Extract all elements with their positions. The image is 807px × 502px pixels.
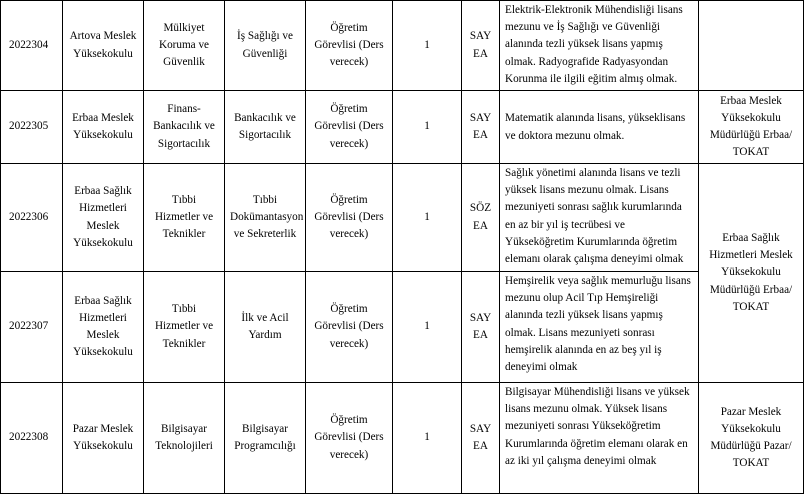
program-name: Bilgisayar Programcılığı [225, 383, 306, 494]
table-row [1, 383, 804, 494]
school-name: Pazar Meslek Yüksekokulu [63, 383, 144, 494]
position-count: 1 [393, 91, 462, 164]
position-title: Öğretim Görevlisi (Ders verecek) [306, 164, 393, 272]
program-name: İş Sağlığı ve Güvenliği [225, 1, 306, 91]
exam-type: SÖZ EA [462, 164, 500, 272]
table-row [1, 1, 804, 91]
school-name: Erbaa Sağlık Hizmetleri Meslek Yüksekokulu [63, 164, 144, 272]
position-count: 1 [393, 164, 462, 272]
application-address: Pazar Meslek Yüksekokulu Müdürlüğü Pazar/ TOKAT [699, 383, 804, 494]
department-name: Mülkiyet Koruma ve Güvenlik [144, 1, 225, 91]
position-count: 1 [393, 272, 462, 383]
exam-type: SAY EA [462, 91, 500, 164]
position-count: 1 [393, 1, 462, 91]
position-title: Öğretim Görevlisi (Ders verecek) [306, 383, 393, 494]
requirements: Hemşirelik veya sağlık memurluğu lisans mezunu olup Acil Tıp Hemşireliği alanında tezli yüksek lisans yapmış olmak. Lisans mezuniyeti sonrası hemşirelik alanında en az beş yıl iş deneyimi olmak [500, 272, 699, 383]
program-name: Bankacılık ve Sigortacılık [225, 91, 306, 164]
ilan-code: 2022307 [1, 272, 63, 383]
department-name: Tıbbi Hizmetler ve Teknikler [144, 164, 225, 272]
exam-type: SAY EA [462, 1, 500, 91]
table-row [1, 91, 804, 164]
requirements: Bilgisayar Mühendisliği lisans ve yüksek lisans mezunu olmak. Yüksek lisans mezuniyeti sonrası Yükseköğretim Kurumlarında öğretim elemanı olarak en az iki yıl çalışma deneyimi olmak [500, 383, 699, 494]
requirements: Sağlık yönetimi alanında lisans ve tezli yüksek lisans mezunu olmak. Lisans mezuniyeti sonrası sağlık kurumlarında en az bir yıl iş tecrübesi ve Yükseköğretim Kurumlarında öğretim elemanı olarak çalışma deneyimi olmak [500, 164, 699, 272]
school-name: Artova Meslek Yüksekokulu [63, 1, 144, 91]
ilan-code: 2022308 [1, 383, 63, 494]
ilan-code: 2022304 [1, 1, 63, 91]
position-title: Öğretim Görevlisi (Ders verecek) [306, 91, 393, 164]
department-name: Bilgisayar Teknolojileri [144, 383, 225, 494]
position-count: 1 [393, 383, 462, 494]
department-name: Finans-Bankacılık ve Sigortacılık [144, 91, 225, 164]
department-name: Tıbbi Hizmetler ve Teknikler [144, 272, 225, 383]
requirements: Elektrik-Elektronik Mühendisliği lisans mezunu ve İş Sağlığı ve Güvenliği alanında tezli yüksek lisans yapmış olmak. Radyografide Radyasyondan Korunma ile ilgili eğitim almış olmak. [500, 1, 699, 91]
position-title: Öğretim Görevlisi (Ders verecek) [306, 1, 393, 91]
application-address: Erbaa Sağlık Hizmetleri Meslek Yüksekokulu Müdürlüğü Erbaa/ TOKAT [699, 164, 804, 383]
ilan-code: 2022306 [1, 164, 63, 272]
exam-type: SAY EA [462, 383, 500, 494]
application-address: Erbaa Meslek Yüksekokulu Müdürlüğü Erbaa/ TOKAT [699, 91, 804, 164]
ilan-code: 2022305 [1, 91, 63, 164]
table-row [1, 164, 804, 272]
requirements: Matematik alanında lisans, yükseklisans ve doktora mezunu olmak. [500, 91, 699, 164]
exam-type: SAY EA [462, 272, 500, 383]
table-row [1, 272, 804, 383]
school-name: Erbaa Sağlık Hizmetleri Meslek Yüksekokulu [63, 272, 144, 383]
application-address [699, 1, 804, 91]
program-name: İlk ve Acil Yardım [225, 272, 306, 383]
school-name: Erbaa Meslek Yüksekokulu [63, 91, 144, 164]
position-title: Öğretim Görevlisi (Ders verecek) [306, 272, 393, 383]
program-name: Tıbbi Dokümantasyon ve Sekreterlik [225, 164, 306, 272]
